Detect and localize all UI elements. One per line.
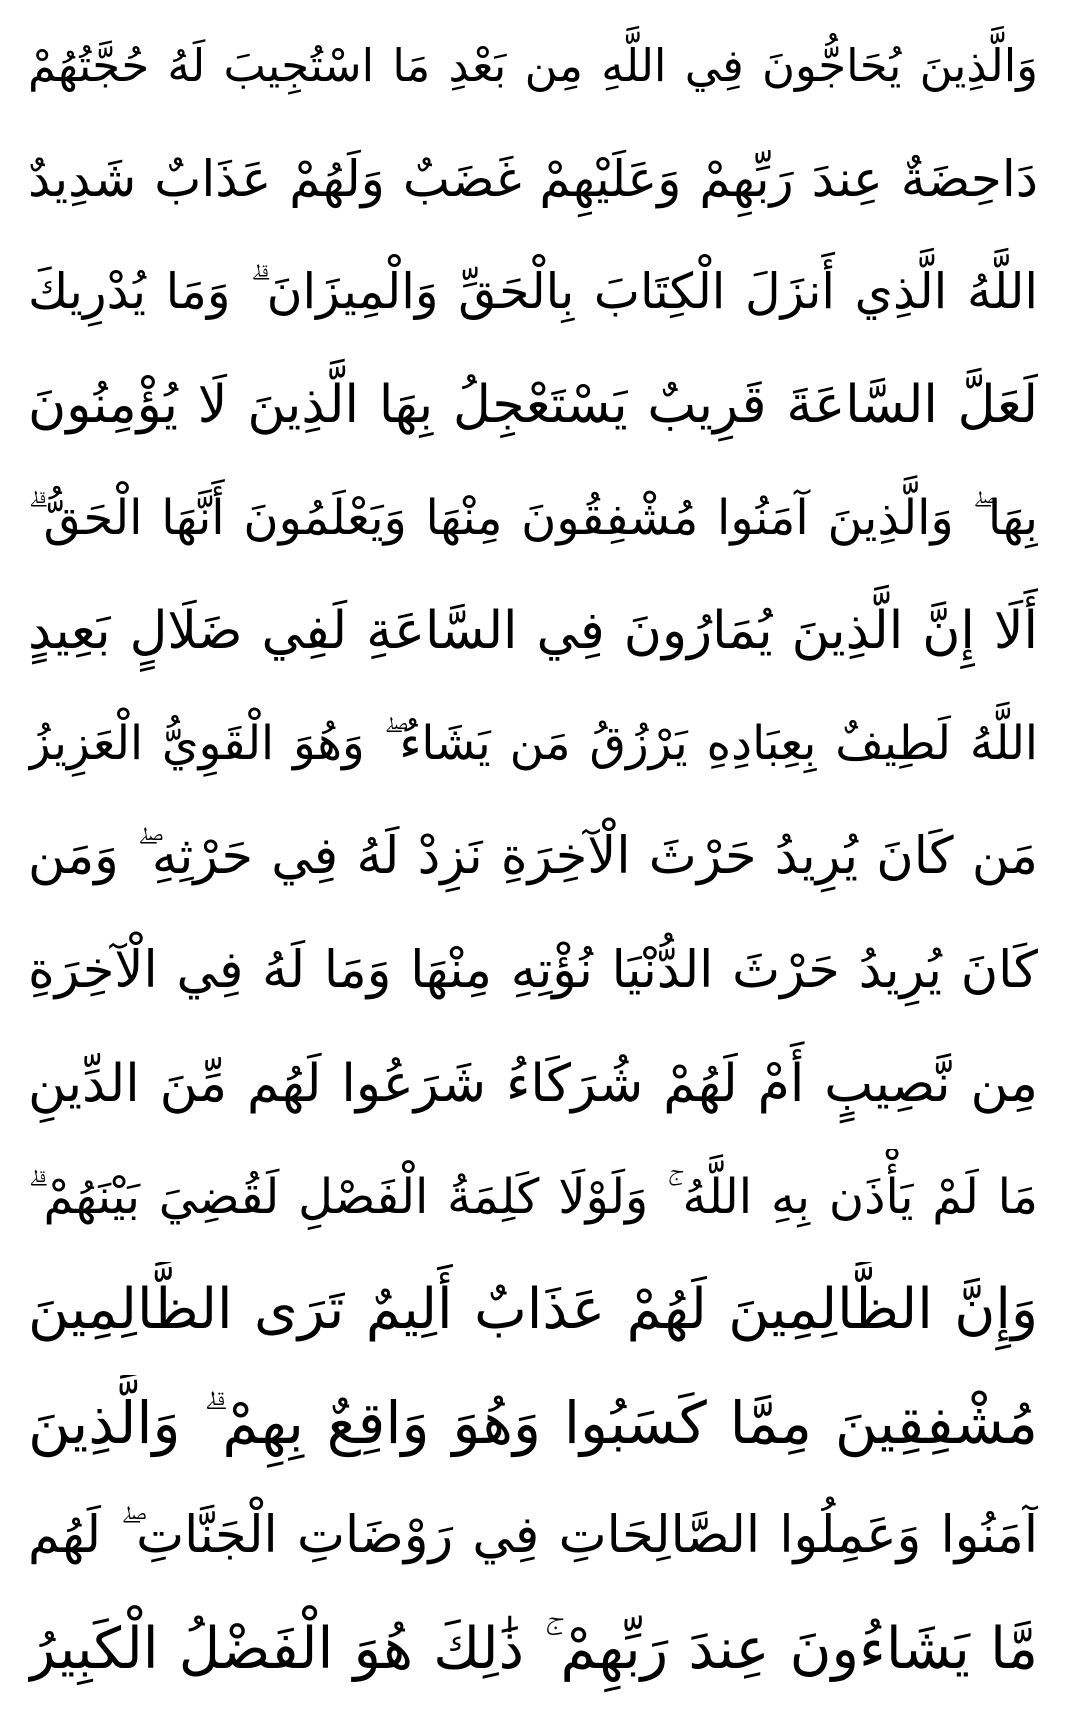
verse-line: مَّا يَشَاءُونَ عِندَ رَبِّهِمْ ۚ ذَٰلِكَ هُوَ الْفَضْلُ الْكَبِيرُ: [28, 1615, 1038, 1682]
verse-line: مَن كَانَ يُرِيدُ حَرْثَ الْآخِرَةِ نَزِدْ لَهُ فِي حَرْثِهِ ۖ وَمَن: [28, 827, 1038, 887]
verse-line: دَاحِضَةٌ عِندَ رَبِّهِمْ وَعَلَيْهِمْ غَضَبٌ وَلَهُمْ عَذَابٌ شَدِيدٌ: [28, 150, 1038, 209]
verse-line: وَإِنَّ الظَّالِمِينَ لَهُمْ عَذَابٌ أَلِيمٌ تَرَى الظَّالِمِينَ: [28, 1276, 1038, 1342]
verse-line: اللَّهُ الَّذِي أَنزَلَ الْكِتَابَ بِالْحَقِّ وَالْمِيزَانَ ۗ وَمَا يُدْرِيكَ: [28, 263, 1038, 321]
verse-line: آمَنُوا وَعَمِلُوا الصَّالِحَاتِ فِي رَوْضَاتِ الْجَنَّاتِ ۖ لَهُم: [28, 1505, 1038, 1565]
verse-line: بِهَا ۖ وَالَّذِينَ آمَنُوا مُشْفِقُونَ مِنْهَا وَيَعْلَمُونَ أَنَّهَا الْحَقُّ ۗ: [28, 490, 1038, 547]
verse-line: وَالَّذِينَ يُحَاجُّونَ فِي اللَّهِ مِن بَعْدِ مَا اسْتُجِيبَ لَهُ حُجَّتُهُمْ: [28, 39, 1038, 92]
verse-line: كَانَ يُرِيدُ حَرْثَ الدُّنْيَا نُؤْتِهِ مِنْهَا وَمَا لَهُ فِي الْآخِرَةِ: [28, 940, 1038, 1000]
verse-line: لَعَلَّ السَّاعَةَ قَرِيبٌ يَسْتَعْجِلُ بِهَا الَّذِينَ لَا يُؤْمِنُونَ: [28, 375, 1038, 436]
verse-line: مِن نَّصِيبٍ أَمْ لَهُمْ شُرَكَاءُ شَرَعُوا لَهُم مِّنَ الدِّينِ: [28, 1053, 1038, 1114]
verse-line: مَا لَمْ يَأْذَن بِهِ اللَّهُ ۚ وَلَوْلَا كَلِمَةُ الْفَصْلِ لَقُضِيَ بَيْنَهُمْ ۗ: [28, 1168, 1038, 1225]
verse-line: اللَّهُ لَطِيفٌ بِعِبَادِهِ يَرْزُقُ مَن يَشَاءُ ۖ وَهُوَ الْقَوِيُّ الْعَزِيزُ: [28, 716, 1038, 772]
verse-line: أَلَا إِنَّ الَّذِينَ يُمَارُونَ فِي السَّاعَةِ لَفِي ضَلَالٍ بَعِيدٍ: [28, 601, 1038, 662]
verse-line: مُشْفِقِينَ مِمَّا كَسَبُوا وَهُوَ وَاقِعٌ بِهِمْ ۗ وَالَّذِينَ: [28, 1388, 1038, 1457]
